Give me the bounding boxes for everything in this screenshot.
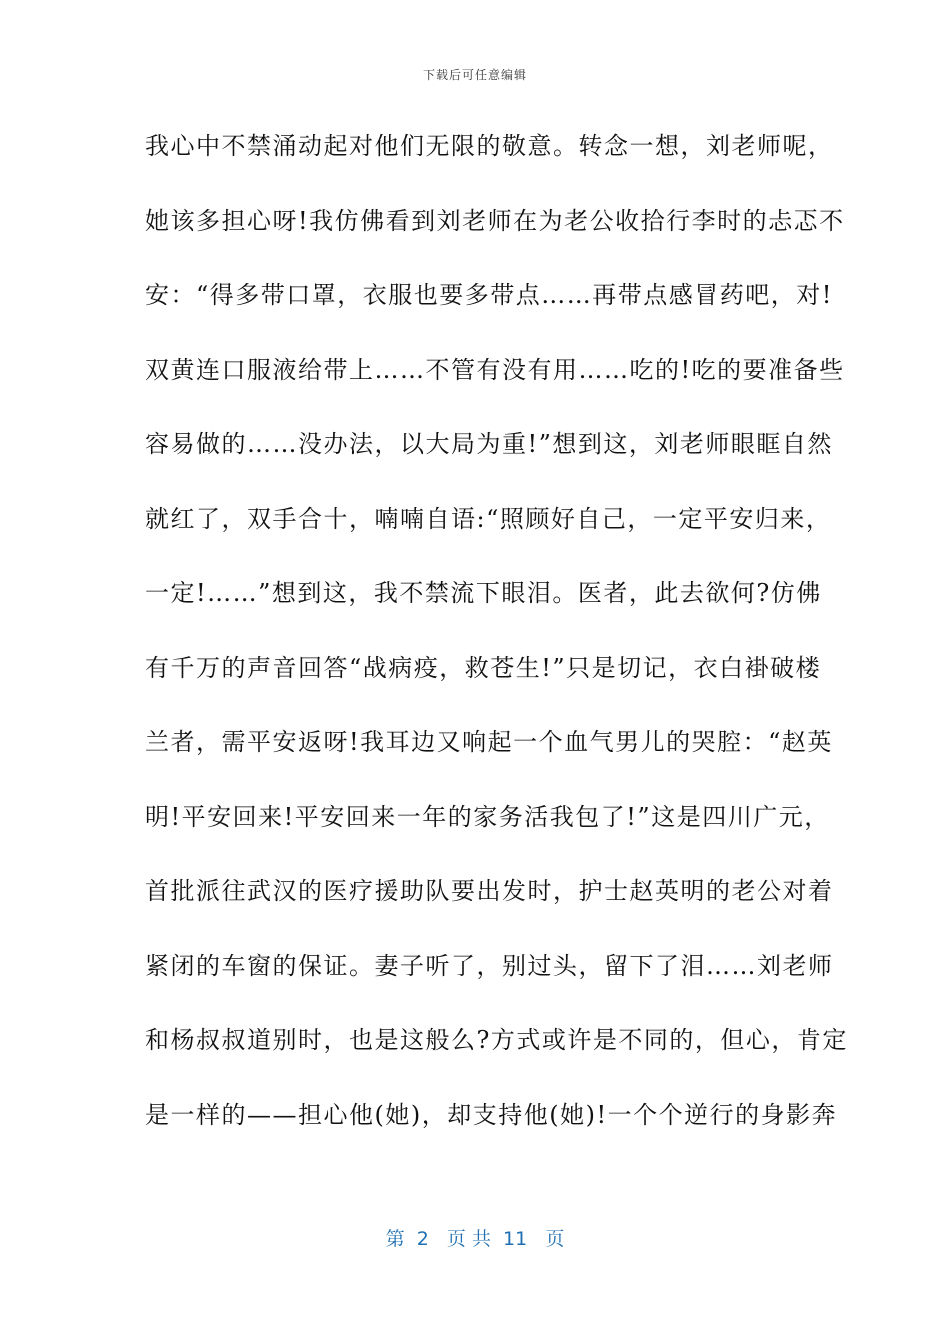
text-line: 首批派往武汉的医疗援助队要出发时，护士赵英明的老公对着 xyxy=(145,877,834,905)
text-line: 有千万的声音回答“战病疫，救苍生!”只是切记，衣白褂破楼 xyxy=(145,653,822,682)
page-number-footer: 第 2 页 共 11 页 xyxy=(385,1228,565,1250)
text-line: 紧闭的车窗的保证。妻子听了，别过头，留下了泪……刘老师 xyxy=(145,951,834,980)
text-line: 就红了，双手合十，喃喃自语:“照顾好自己，一定平安归来， xyxy=(145,504,832,533)
text-line: 一定!……”想到这，我不禁流下眼泪。医者，此去欲何?仿佛 xyxy=(145,579,822,607)
text-line: 容易做的……没办法，以大局为重!”想到这，刘老师眼眶自然 xyxy=(145,430,833,458)
text-line: 明!平安回来!平安回来一年的家务活我包了!”这是四川广元， xyxy=(145,802,830,831)
text-line: 她该多担心呀!我仿佛看到刘老师在为老公收拾行李时的忐忑不 xyxy=(145,206,845,235)
text-line: 和杨叔叔道别时，也是这般么?方式或许是不同的，但心，肯定 xyxy=(145,1026,848,1054)
document-body xyxy=(145,124,848,1167)
text-line: 是一样的——担心他(她)，却支持他(她)!一个个逆行的身影奔 xyxy=(145,1100,838,1129)
text-line: 安：“得多带口罩，衣服也要多带点……再带点感冒药吧，对! xyxy=(145,281,833,309)
text-line: 我心中不禁涌动起对他们无限的敬意。转念一想，刘老师呢， xyxy=(145,132,834,160)
text-line: 兰者，需平安返呀!我耳边又响起一个血气男儿的哭腔：“赵英 xyxy=(145,728,833,756)
text-line: 双黄连口服液给带上……不管有没有用……吃的!吃的要准备些 xyxy=(145,355,845,384)
page-header: 下载后可任意编辑 xyxy=(422,68,527,82)
